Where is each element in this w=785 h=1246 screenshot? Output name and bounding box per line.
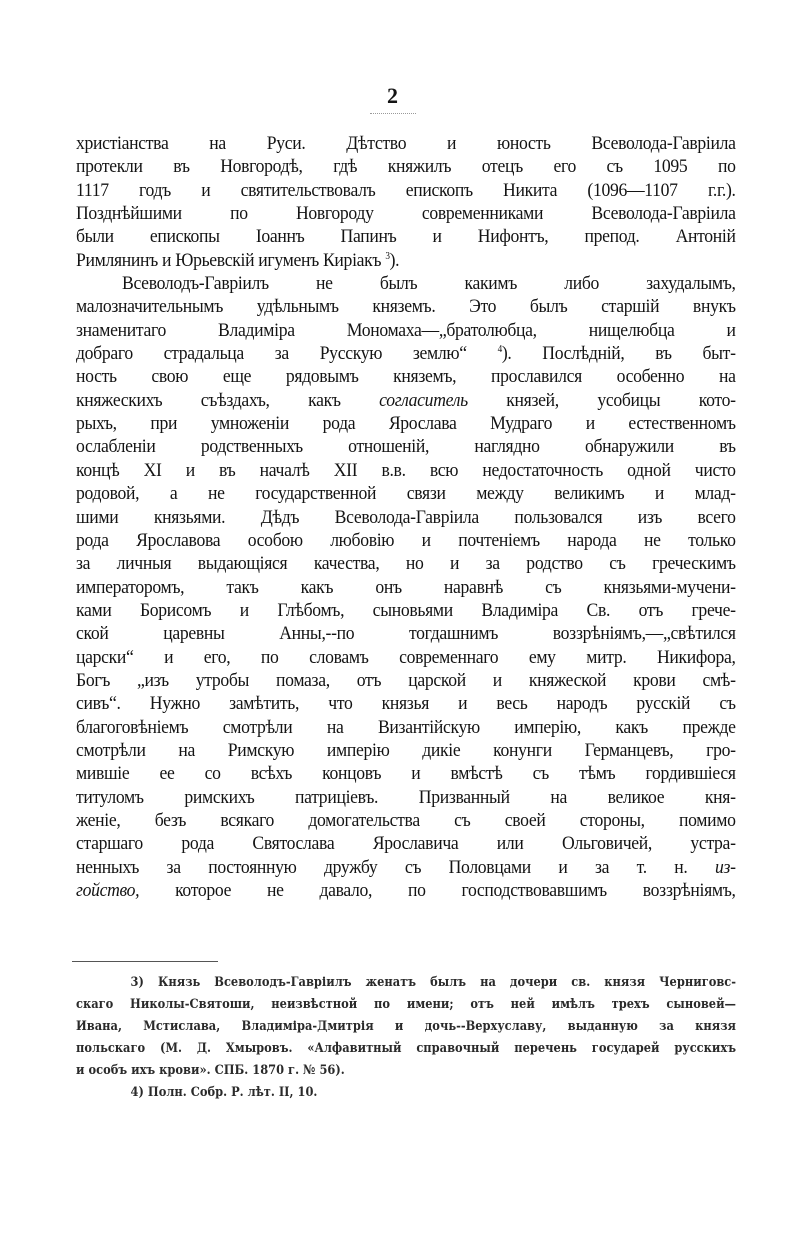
footnote-line: 3) Князь Всеволодъ-Гавріилъ женатъ былъ на дочери св. князя Черниговс-: [130, 975, 736, 990]
text-line: [76, 879, 736, 902]
italic-term: из-: [715, 856, 736, 878]
text-line: ность свою еще рядовымъ княземъ, прославился особенно на: [76, 366, 736, 388]
italic-term: согласитель: [379, 389, 468, 411]
text-line: ской царевны Анны,--по тогдашнимъ воззрѣніямъ,—„свѣтился: [76, 623, 736, 645]
text-line: родовой, а не государственной связи между великимъ и млад-: [76, 483, 736, 505]
text-line: титуломъ римскихъ патриціевъ. Призванный на великое кня-: [76, 786, 736, 808]
page-number: 2: [387, 83, 398, 108]
text-line: старшаго рода Святослава Ярославича или Ольговичей, устра-: [76, 833, 736, 855]
text-line: женіе, безъ всякаго домогательства съ своей стороны, помимо: [76, 809, 736, 831]
text-line: шими князьями. Дѣдъ Всеволода-Гавріила пользовался изъ всего: [76, 506, 736, 528]
italic-term: гойство,: [76, 880, 140, 901]
text-span: добраго страдальца за Русскую землю“: [76, 343, 467, 365]
text-line: христіанства на Руси. Дѣтство и юность Всеволода-Гавріила: [76, 133, 736, 154]
text-line: рода Ярославова особою любовію и почтеніемъ народа не только: [76, 529, 736, 551]
text-line: были епископы Іоаннъ Папинъ и Нифонтъ, препод. Антоній: [76, 226, 736, 248]
text-span: которое не давало, по господствовавшимъ воззрѣніямъ,: [175, 880, 736, 901]
page-number-ornament: [370, 113, 416, 114]
text-span: ). Послѣдній, въ быт-: [501, 343, 736, 365]
text-span: ненныхъ за постоянную дружбу съ Половцами и за т. н.: [76, 856, 688, 878]
text-line: императоромъ, такъ какъ онъ наравнѣ съ князьями-мучени-: [76, 576, 736, 598]
footnote-ref-4[interactable]: 4: [497, 344, 502, 356]
text-line: концѣ XI и въ началѣ XII в.в. всю недостаточность одной чисто: [76, 459, 736, 481]
text-line: [76, 342, 736, 365]
text-line: ками Борисомъ и Глѣбомъ, сыновьями Владиміра Св. отъ грече-: [76, 599, 736, 621]
text-line: Позднѣйшими по Новгороду современниками Всеволода-Гавріила: [76, 203, 736, 225]
text-line: ослабленіи родственныхъ отношеній, наглядно обнаружили въ: [76, 436, 736, 458]
text-line: Богъ „изъ утробы помаза, отъ царской и княжеской крови смѣ-: [76, 669, 736, 691]
text-line: рыхъ, при умноженіи рода Ярослава Мудраго и естественномъ: [76, 413, 736, 435]
text-line: [76, 856, 736, 879]
text-span: Римлянинъ и Юрьевскій игуменъ Киріакъ: [76, 249, 382, 271]
footnote-line: 4) Полн. Собр. Р. лѣт. II, 10.: [130, 1085, 318, 1100]
text-line: 1117 годъ и святительствовалъ епископъ Никита (1096—1107 г.г.).: [76, 179, 736, 201]
text-line: за личныя выдающіяся качества, но и за родство съ греческимъ: [76, 553, 736, 575]
text-line: малозначительнымъ удѣльнымъ княземъ. Это былъ старшій внукъ: [76, 296, 736, 318]
text-line: благоговѣніемъ смотрѣли на Византійскую имперію, какъ прежде: [76, 716, 736, 738]
main-text: [76, 132, 736, 902]
text-line: мившіе ее со всѣхъ концовъ и вмѣстѣ съ тѣмъ гордившіеся: [76, 763, 736, 785]
text-span: ).: [389, 249, 400, 271]
text-line: сивъ“. Нужно замѣтить, что князья и весь народъ русскій съ: [76, 693, 736, 715]
footnote-line: скаго Николы-Святоши, неизвѣстной по имени; отъ ней имѣлъ трехъ сыновей—: [76, 997, 736, 1012]
text-line: смотрѣли на Римскую имперію дикіе конунги Германцевъ, гро-: [76, 739, 736, 761]
footnote-line: польскаго (М. Д. Хмыровъ. «Алфавитный справочный перечень государей русскихъ: [76, 1041, 736, 1056]
text-line: протекли въ Новгородѣ, гдѣ княжилъ отецъ его съ 1095 по: [76, 156, 736, 178]
footnote-separator: [72, 961, 218, 962]
text-span: князей, усобицы кото-: [506, 389, 736, 411]
text-span: княжескихъ съѣздахъ, какъ: [76, 389, 341, 411]
text-line: царски“ и его, по словамъ современнаго ему митр. Никифора,: [76, 646, 736, 668]
text-line: Всеволодъ-Гавріилъ не былъ какимъ либо захудалымъ,: [122, 273, 736, 295]
footnote-line: и особъ ихъ крови». СПБ. 1870 г. № 56).: [76, 1063, 345, 1078]
text-line: знаменитаго Владиміра Мономаха—„братолюбца, нищелюбца и: [76, 319, 736, 341]
text-line: [76, 249, 736, 272]
footnotes: [76, 972, 736, 1104]
footnote-line: Ивана, Мстислава, Владиміра-Дмитрія и дочь--Верхуславу, выданную за князя: [76, 1019, 736, 1034]
footnote-ref-3[interactable]: 3: [385, 250, 390, 262]
text-line: [76, 389, 736, 412]
